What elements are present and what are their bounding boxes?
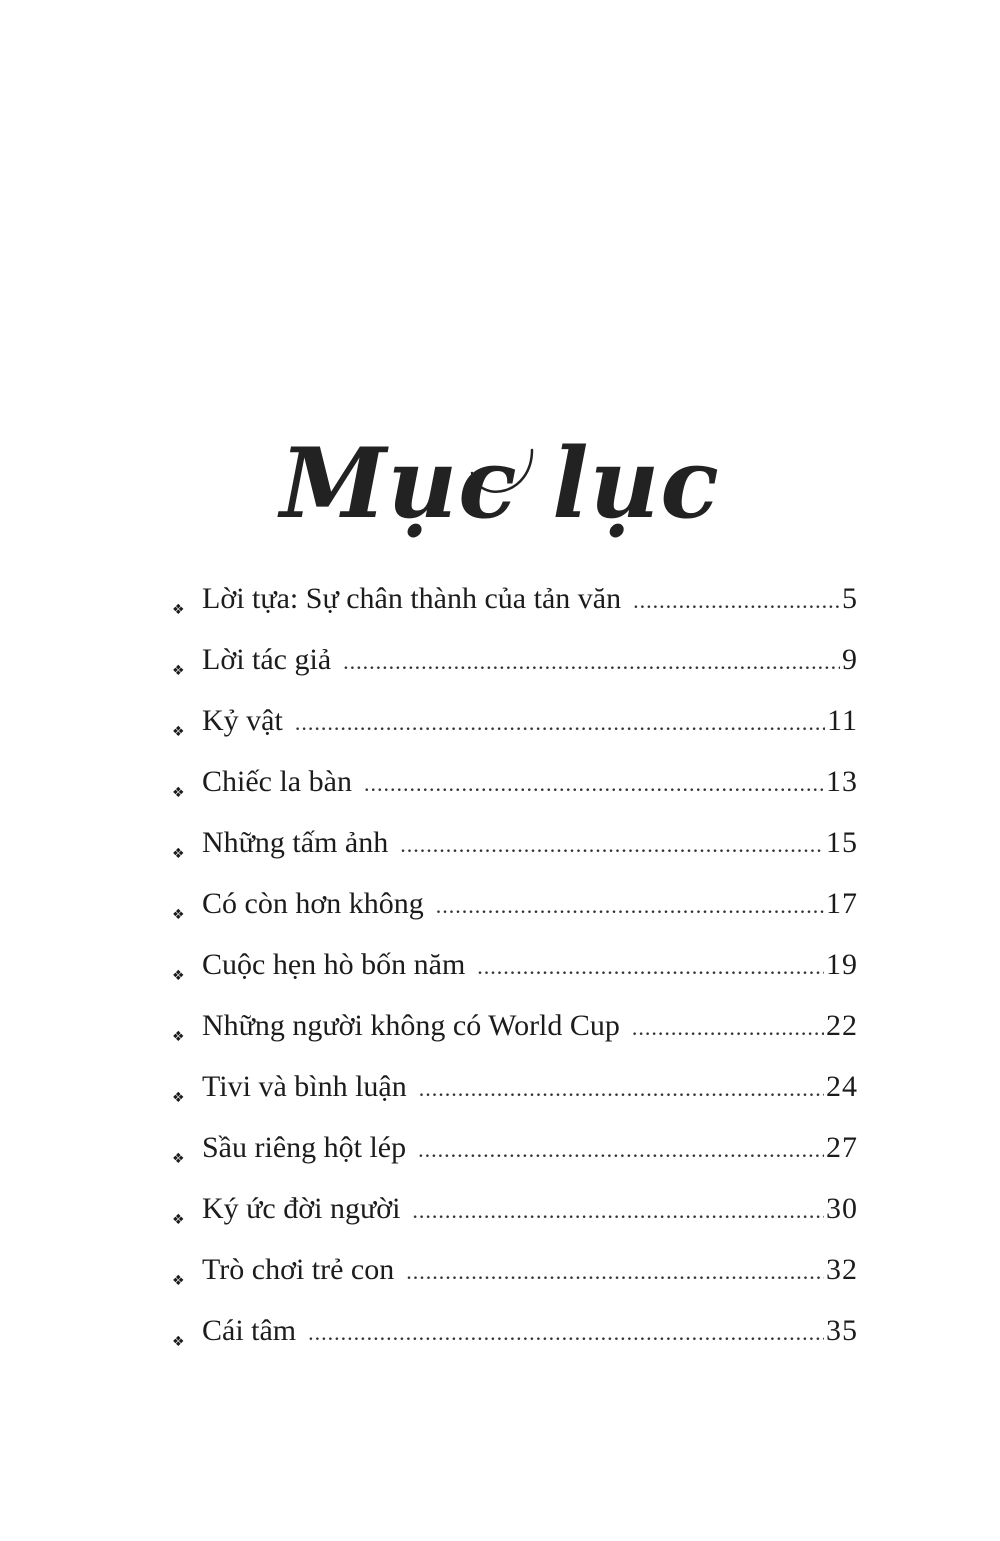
- toc-entry-page: 24: [826, 1070, 858, 1103]
- toc-entry-title: Sầu riêng hột lép: [202, 1131, 407, 1164]
- diamond-bullet-icon: ❖: [172, 1212, 185, 1228]
- toc-entry-page: 35: [826, 1314, 858, 1347]
- dot-leader: [419, 1076, 824, 1102]
- toc-entry-page: 19: [826, 948, 858, 981]
- dot-leader: [295, 710, 825, 736]
- toc-entry-title: Cuộc hẹn hò bốn năm: [202, 948, 466, 981]
- toc-entry[interactable]: [172, 1253, 858, 1314]
- toc-entry[interactable]: [172, 704, 858, 765]
- diamond-bullet-icon: ❖: [172, 1151, 185, 1167]
- toc-entry[interactable]: [172, 582, 858, 643]
- toc-entry-page: 22: [826, 1009, 858, 1042]
- dot-leader: [406, 1259, 824, 1285]
- toc-entry-title: Kỷ vật: [202, 704, 283, 737]
- diamond-bullet-icon: ❖: [172, 602, 185, 618]
- diamond-bullet-icon: ❖: [172, 907, 185, 923]
- toc-entry[interactable]: [172, 765, 858, 826]
- page-title: Mục lục: [280, 427, 720, 541]
- toc-entry-page: 13: [826, 765, 858, 798]
- toc-entry[interactable]: [172, 1070, 858, 1131]
- toc-entry-title: Chiếc la bàn: [202, 765, 352, 798]
- toc-entry-title: Những người không có World Cup: [202, 1009, 620, 1042]
- dot-leader: [436, 893, 824, 919]
- dot-leader: [343, 649, 840, 675]
- toc-entry-title: Tivi và bình luận: [202, 1070, 407, 1103]
- dot-leader: [308, 1320, 824, 1346]
- toc-entry[interactable]: [172, 1009, 858, 1070]
- toc-entry-title: Lời tác giả: [202, 643, 332, 676]
- diamond-bullet-icon: ❖: [172, 846, 185, 862]
- diamond-bullet-icon: ❖: [172, 663, 185, 679]
- dot-leader: [400, 832, 824, 858]
- toc-entry-title: Ký ức đời người: [202, 1192, 401, 1225]
- diamond-bullet-icon: ❖: [172, 785, 185, 801]
- diamond-bullet-icon: ❖: [172, 1273, 185, 1289]
- toc-entry-page: 27: [826, 1131, 858, 1164]
- diamond-bullet-icon: ❖: [172, 1029, 185, 1045]
- dot-leader: [364, 771, 824, 797]
- toc-entry-page: 5: [842, 582, 858, 615]
- toc-entry[interactable]: [172, 1314, 858, 1375]
- toc-entry-title: Có còn hơn không: [202, 887, 424, 920]
- toc-entry-title: Cái tâm: [202, 1314, 297, 1347]
- toc-entry[interactable]: [172, 948, 858, 1009]
- dot-leader: [633, 588, 840, 614]
- toc-entry-title: Lời tựa: Sự chân thành của tản văn: [202, 582, 622, 615]
- toc-entry-title: Những tấm ảnh: [202, 826, 389, 859]
- toc-entry-page: 32: [826, 1253, 858, 1286]
- diamond-bullet-icon: ❖: [172, 724, 185, 740]
- toc-entry-page: 17: [826, 887, 858, 920]
- toc-entry-page: 15: [826, 826, 858, 859]
- toc-entry-page: 30: [826, 1192, 858, 1225]
- diamond-bullet-icon: ❖: [172, 1334, 185, 1350]
- toc-entry-page: 9: [842, 643, 858, 676]
- dot-leader: [418, 1137, 824, 1163]
- toc-entry[interactable]: [172, 643, 858, 704]
- toc-entry[interactable]: [172, 887, 858, 948]
- dot-leader: [632, 1015, 824, 1041]
- toc-entry[interactable]: [172, 826, 858, 887]
- dot-leader: [412, 1198, 824, 1224]
- toc-entry-title: Trò chơi trẻ con: [202, 1253, 395, 1286]
- diamond-bullet-icon: ❖: [172, 1090, 185, 1106]
- toc-entry-page: 11: [827, 704, 858, 737]
- diamond-bullet-icon: ❖: [172, 968, 185, 984]
- dot-leader: [477, 954, 824, 980]
- table-of-contents: [172, 582, 858, 1375]
- toc-entry[interactable]: [172, 1192, 858, 1253]
- toc-entry[interactable]: [172, 1131, 858, 1192]
